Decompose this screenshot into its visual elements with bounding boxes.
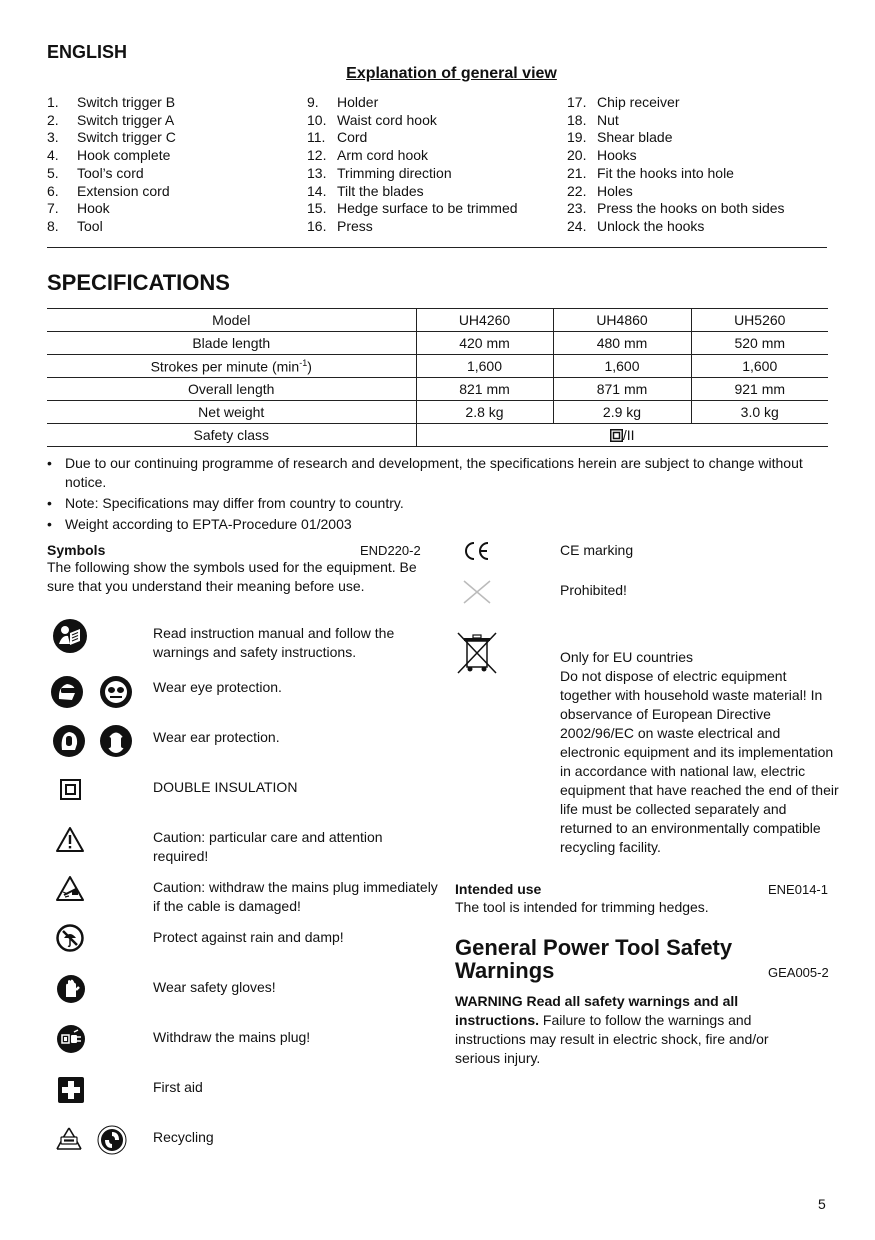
eu-disposal-text bbox=[560, 648, 840, 857]
general-view-list-col2 bbox=[307, 94, 518, 236]
table-cell: 871 mm bbox=[553, 378, 691, 401]
symbol-text: Wear safety gloves! bbox=[153, 979, 276, 995]
green-dot-icon bbox=[97, 1125, 127, 1155]
list-item: 19. Shear blade bbox=[567, 129, 673, 146]
table-cell: 2.9 kg bbox=[553, 401, 691, 424]
gloves-icon bbox=[56, 974, 86, 1004]
note-item: • Note: Specifications may differ from country to country. bbox=[47, 494, 832, 513]
symbol-text: Caution: particular care and attention required! bbox=[153, 829, 383, 864]
list-item: 4. Hook complete bbox=[47, 147, 171, 164]
note-item: • Weight according to EPTA-Procedure 01/2003 bbox=[47, 515, 832, 534]
list-item: 18. Nut bbox=[567, 111, 619, 128]
symbol-text: Wear eye protection. bbox=[153, 679, 282, 695]
list-item: 13. Trimming direction bbox=[307, 164, 452, 181]
list-item: 21. Fit the hooks into hole bbox=[567, 164, 734, 181]
list-item: 24. Unlock the hooks bbox=[567, 217, 705, 234]
list-item: 1. Switch trigger B bbox=[47, 94, 176, 110]
first-aid-icon bbox=[58, 1077, 84, 1103]
table-cell: Overall length bbox=[47, 378, 416, 401]
list-item: 14. Tilt the blades bbox=[307, 182, 424, 199]
list-item: 12. Arm cord hook bbox=[307, 147, 429, 164]
table-cell: 480 mm bbox=[553, 332, 691, 355]
symbols-intro: The following show the symbols used for the equipment. Be sure that you understand their meaning before use. bbox=[47, 559, 417, 594]
list-item: 7. Hook bbox=[47, 200, 110, 217]
list-item: 16. Press bbox=[307, 217, 373, 234]
double-insulation-icon bbox=[60, 779, 81, 800]
note-item: • Due to our continuing programme of research and development, the specifications herein are subject to change without notice. bbox=[47, 454, 832, 492]
table-cell: Safety class bbox=[47, 424, 416, 447]
symbols-code: END220-2 bbox=[360, 543, 421, 558]
list-item: 3. Switch trigger C bbox=[47, 129, 176, 146]
read-manual-icon bbox=[52, 618, 88, 654]
weee-bin-icon bbox=[456, 631, 498, 675]
specifications-heading: SPECIFICATIONS bbox=[47, 270, 230, 295]
symbol-text: Read instruction manual and follow the warnings and safety instructions. bbox=[153, 625, 395, 660]
table-row bbox=[47, 378, 828, 401]
symbol-text: DOUBLE INSULATION bbox=[153, 779, 298, 795]
table-cell: Blade length bbox=[47, 332, 416, 355]
symbol-text: Wear ear protection. bbox=[153, 729, 280, 745]
ce-marking-icon bbox=[462, 541, 490, 561]
recycling-icon bbox=[53, 1125, 85, 1155]
table-cell: 821 mm bbox=[416, 378, 553, 401]
table-cell: 3.0 kg bbox=[691, 401, 828, 424]
symbol-text: First aid bbox=[153, 1079, 203, 1095]
ear-protection-icon bbox=[52, 724, 86, 758]
table-cell: 420 mm bbox=[416, 332, 553, 355]
general-view-list-col1 bbox=[47, 94, 176, 236]
table-row bbox=[47, 309, 828, 332]
symbols-heading: Symbols bbox=[47, 542, 106, 558]
page-number: 5 bbox=[818, 1196, 826, 1212]
table-cell: 921 mm bbox=[691, 378, 828, 401]
section-divider bbox=[47, 247, 827, 248]
list-item: 22. Holes bbox=[567, 182, 633, 199]
list-item: 10. Waist cord hook bbox=[307, 111, 437, 128]
double-insulation-icon bbox=[610, 429, 623, 442]
rain-icon bbox=[56, 924, 84, 952]
list-item: 8. Tool bbox=[47, 217, 103, 234]
general-view-list-col3 bbox=[567, 94, 785, 236]
list-item: 5. Tool’s cord bbox=[47, 164, 144, 181]
ear-muffs-icon bbox=[99, 724, 133, 758]
ce-marking-label: CE marking bbox=[560, 542, 634, 558]
general-safety-heading: General Power Tool Safety Warnings bbox=[455, 935, 733, 983]
explanation-title: Explanation of general view bbox=[346, 65, 557, 82]
face-protection-icon bbox=[99, 675, 133, 709]
table-cell: Model bbox=[47, 309, 416, 332]
list-item: 15. Hedge surface to be trimmed bbox=[307, 200, 518, 217]
symbol-text: Recycling bbox=[153, 1129, 214, 1145]
mains-plug-warning-icon bbox=[55, 875, 85, 902]
symbol-text: Caution: withdraw the mains plug immediately if the cable is damaged! bbox=[153, 879, 438, 914]
table-row bbox=[47, 401, 828, 424]
general-safety-code: GEA005-2 bbox=[768, 965, 829, 980]
table-cell: UH4860 bbox=[553, 309, 691, 332]
intended-use-heading: Intended use bbox=[455, 881, 542, 897]
table-cell: 1,600 bbox=[553, 355, 691, 378]
eye-protection-icon bbox=[50, 675, 84, 709]
prohibited-icon bbox=[462, 579, 492, 605]
table-cell: 1,600 bbox=[691, 355, 828, 378]
unplug-icon bbox=[56, 1024, 86, 1054]
intended-use-code: ENE014-1 bbox=[768, 882, 828, 897]
table-cell: 520 mm bbox=[691, 332, 828, 355]
symbol-text: Withdraw the mains plug! bbox=[153, 1029, 311, 1045]
table-row bbox=[47, 332, 828, 355]
table-row bbox=[47, 355, 828, 378]
general-safety-warning: WARNING Read all safety warnings and all instructions. Failure to follow the warnings and instructions may result in electric shock, fire and/or serious injury. bbox=[455, 993, 769, 1066]
symbol-text: Protect against rain and damp! bbox=[153, 929, 344, 945]
intended-use-text: The tool is intended for trimming hedges. bbox=[455, 899, 709, 915]
caution-icon bbox=[55, 826, 85, 853]
language-heading: ENGLISH bbox=[47, 42, 128, 62]
table-cell: Strokes per minute $(\min^{-1})$ bbox=[47, 355, 416, 378]
table-cell: /II bbox=[416, 424, 828, 447]
list-item: 17. Chip receiver bbox=[567, 94, 680, 110]
list-item: 9. Holder bbox=[307, 94, 379, 110]
spec-notes bbox=[47, 454, 832, 536]
table-cell: Net weight bbox=[47, 401, 416, 424]
table-row bbox=[47, 424, 828, 447]
specifications-table bbox=[47, 308, 828, 447]
table-cell: UH4260 bbox=[416, 309, 553, 332]
eu-disposal-body: Do not dispose of electric equipment together with household waste material! In observance of European Directive 2002/96/EC on waste electrical and electronic equipment and its implementation in accordance with national law, electric equipment that have reached the end of their life must be collected separately and returned to an environmentally compatible recycling facility. bbox=[560, 668, 839, 855]
list-item: 23. Press the hooks on both sides bbox=[567, 200, 785, 217]
table-cell: 1,600 bbox=[416, 355, 553, 378]
table-cell: 2.8 kg bbox=[416, 401, 553, 424]
list-item: 6. Extension cord bbox=[47, 182, 170, 199]
list-item: 11. Cord bbox=[307, 129, 368, 146]
table-cell: UH5260 bbox=[691, 309, 828, 332]
list-item: 2. Switch trigger A bbox=[47, 111, 175, 128]
list-item: 20. Hooks bbox=[567, 147, 637, 164]
prohibited-label: Prohibited! bbox=[560, 582, 627, 598]
eu-disposal-title: Only for EU countries bbox=[560, 649, 694, 665]
